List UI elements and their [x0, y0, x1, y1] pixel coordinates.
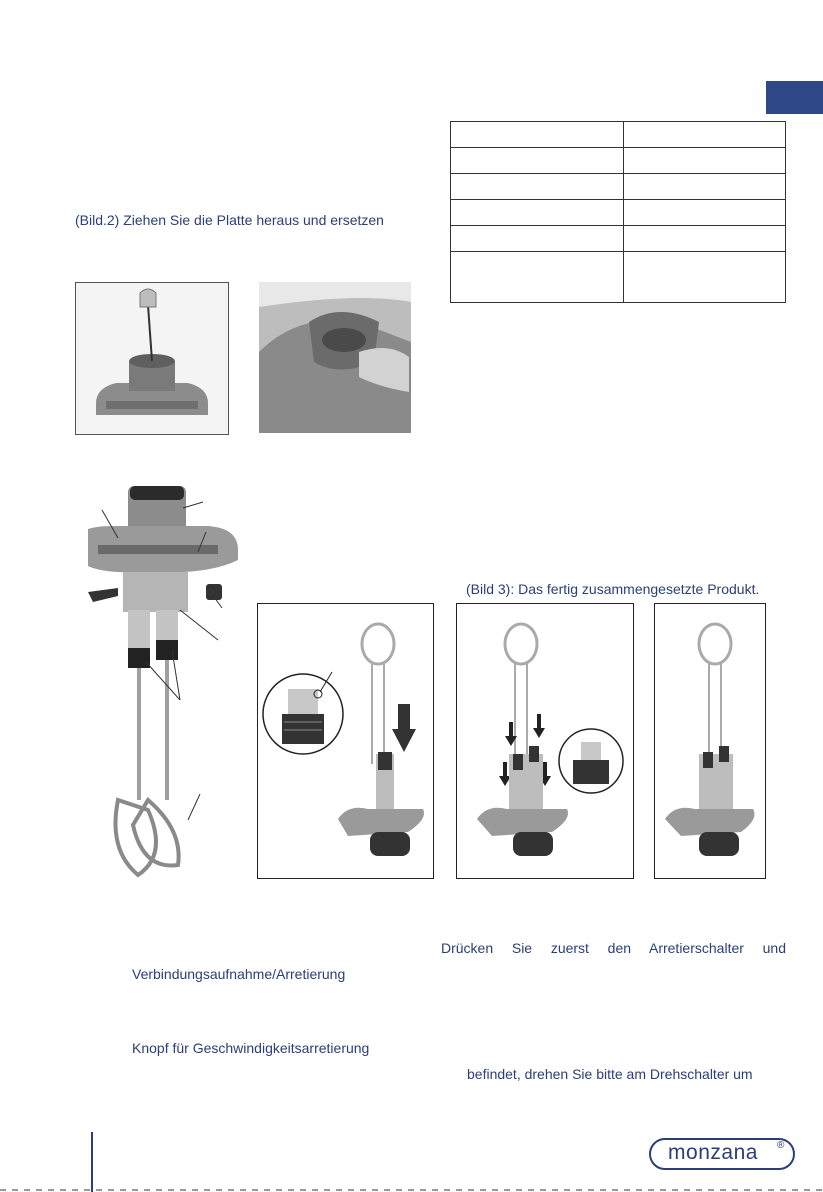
bild3-caption: (Bild 3): Das fertig zusammengesetzte Produkt. [466, 581, 760, 597]
page-tab-marker [766, 81, 823, 114]
table-cell [624, 200, 786, 226]
label-connection: Verbindungsaufnahme/Arretierung [132, 966, 346, 982]
brand-logo-text: monzana [668, 1141, 758, 1164]
table-row [451, 226, 786, 252]
page-margin-rule [91, 1132, 93, 1192]
plate-closeup-photo [259, 282, 411, 433]
assembly-step-2 [456, 603, 634, 879]
instruction-line-1: Drücken Sie zuerst den Arretierschalter und [441, 940, 786, 956]
table-cell [624, 252, 786, 303]
table-cell [624, 148, 786, 174]
table-cell [451, 252, 624, 303]
table-row [451, 148, 786, 174]
table-cell [451, 122, 624, 148]
table-cell [451, 174, 624, 200]
table-cell [451, 226, 624, 252]
bild2-caption: (Bild.2) Ziehen Sie die Platte heraus und ersetzen [75, 212, 384, 228]
assembly-step-3 [654, 603, 766, 879]
assembly-step-1 [257, 603, 434, 879]
table-cell [624, 122, 786, 148]
table-row [451, 122, 786, 148]
table-cell [624, 226, 786, 252]
spec-table [450, 121, 786, 303]
table-cell [451, 148, 624, 174]
table-row [451, 174, 786, 200]
table-cell [451, 200, 624, 226]
table-row [451, 252, 786, 303]
brand-logo-registered: ® [777, 1140, 785, 1151]
plate-removal-photo [75, 282, 229, 435]
table-row [451, 200, 786, 226]
table-cell [624, 174, 786, 200]
cut-line [0, 1189, 823, 1191]
mixer-diagram [88, 480, 248, 880]
instruction-line-2: befindet, drehen Sie bitte am Drehschalter um [467, 1066, 753, 1082]
label-speed-lock: Knopf für Geschwindigkeitsarretierung [132, 1040, 370, 1056]
